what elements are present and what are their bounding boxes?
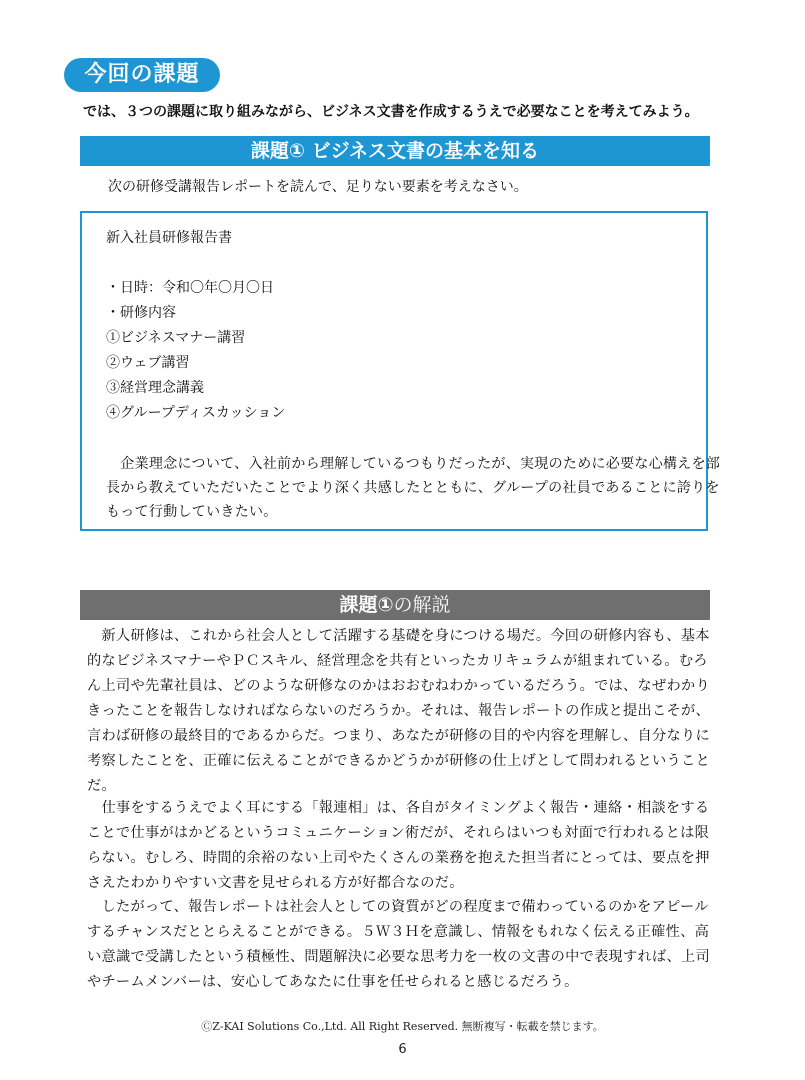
paragraph-line: い意識で受講したという積極性、問題解決に必要な思考力を一枚の文書の中で表現すれば、上司 [87, 949, 710, 965]
task1-instruction: 次の研修受講報告レポートを読んで、足りない要素を考えなさい。 [108, 179, 528, 195]
paragraph-line: らない。むしろ、時間的余裕のない上司やたくさんの業務を抱えた担当者にとっては、要点を押 [87, 850, 710, 866]
paragraph-line: だ。 [87, 778, 116, 794]
commentary-paragraph-3 [87, 895, 710, 995]
commentary-heading-rest: の解説 [393, 594, 451, 616]
report-box [80, 211, 721, 531]
report-item: ③経営理念講義 [106, 380, 204, 396]
paragraph-line: さえたわかりやすい文書を見せられる方が好都合なのだ。 [87, 875, 464, 891]
report-item: ・日時：令和〇年〇月〇日 [106, 280, 274, 296]
report-item: ②ウェブ講習 [106, 355, 190, 371]
paragraph-line: するチャンスだととらえることができる。５Ｗ３Ｈを意識し、情報をもれなく伝える正確性、高 [87, 924, 710, 940]
paragraph-line: 言わば研修の最終目的であるからだ。つまり、あなたが研修の目的や内容を理解し、自分なりに [87, 728, 710, 744]
paragraph-line: ん上司や先輩社員は、どのような研修なのかはおおむねわかっているだろう。では、なぜわかり [87, 678, 710, 694]
commentary-heading-bold: 課題① [339, 594, 394, 616]
report-item: ①ビジネスマナー講習 [106, 330, 246, 346]
paragraph-line: 的なビジネスマナーやＰＣスキル、経営理念を共有といったカリキュラムが組まれている。むろ [87, 653, 708, 669]
report-item: ・研修内容 [106, 305, 176, 321]
paragraph-line: やチームメンバーは、安心してあなたに仕事を任せられると感じるだろう。 [87, 974, 579, 990]
paragraph-line: 考察したことを、正確に伝えることができるかどうかが研修の仕上げとして問われるということ [87, 753, 710, 769]
paragraph-line: 新人研修は、これから社会人として活躍する基礎を身につける場だ。今回の研修内容も、基本 [87, 628, 710, 644]
paragraph-line: したがって、報告レポートは社会人としての資質がどの程度まで備わっているのかをアピール [87, 899, 709, 915]
paragraph-line: 仕事をするうえでよく耳にする「報連相」は、各自がタイミングよく報告・連絡・相談をする [87, 800, 710, 816]
commentary-paragraph-1 [87, 624, 710, 799]
commentary-paragraph-2 [87, 796, 710, 896]
report-body-line: 企業理念について、入社前から理解しているつもりだったが、実現のために必要な心構えを部 [106, 456, 721, 472]
paragraph-line: ことで仕事がはかどるというコミュニケーション術だが、それらはいつも対面で行われるとは限 [87, 825, 710, 841]
report-title: 新入社員研修報告書 [106, 230, 232, 246]
commentary-heading [80, 590, 710, 620]
section-badge: 今回の課題 [64, 58, 220, 92]
report-body-line: 長から教えていただいたことでより深く共感したとともに、グループの社員であることに誇りを [106, 480, 720, 496]
task1-heading: 課題① ビジネス文書の基本を知る [80, 136, 710, 166]
intro-text: では、３つの課題に取り組みながら、ビジネス文書を作成するうえで必要なことを考えてみよう。 [83, 104, 699, 120]
report-body-line: もって行動していきたい。 [106, 504, 278, 520]
copyright-footer: ⒸZ-KAI Solutions Co.,Ltd. All Right Reserved. 無断複写・転載を禁じます。 [201, 1020, 604, 1033]
paragraph-line: きったことを報告しなければならないのだろうか。それは、報告レポートの作成と提出こそが、 [87, 703, 710, 719]
report-item: ④グループディスカッション [106, 405, 286, 421]
page-number: 6 [398, 1042, 407, 1057]
